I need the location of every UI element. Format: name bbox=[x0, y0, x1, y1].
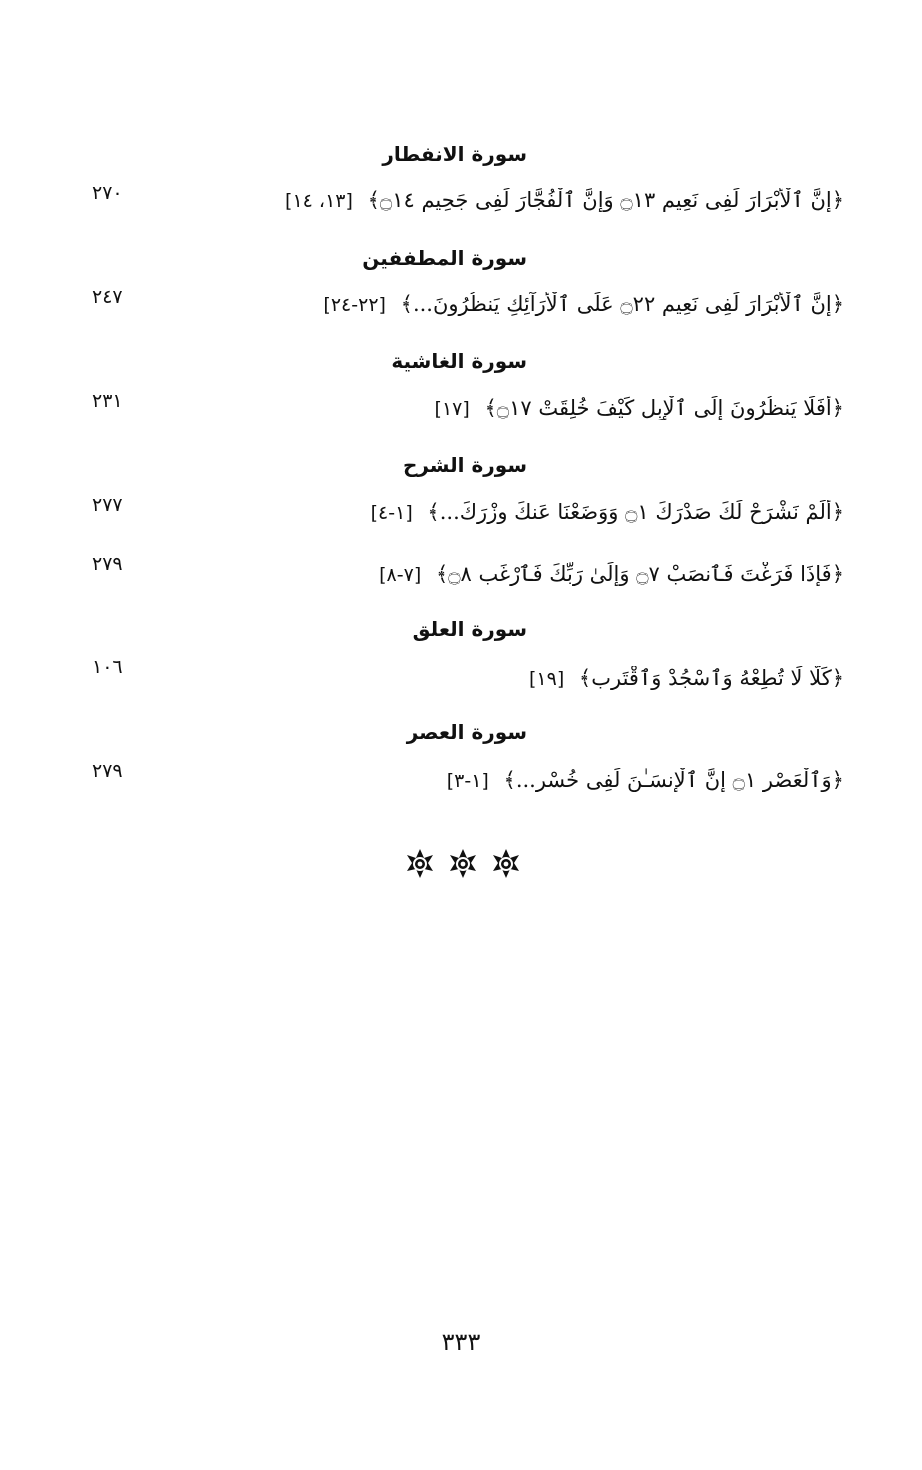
verse-line bbox=[529, 666, 844, 690]
section-heading-mutaffifin: سورة المطففين bbox=[362, 246, 527, 270]
page-reference: ٢٧٩ bbox=[92, 760, 123, 782]
verse-text: ﴿وَٱلْعَصْرِ ۝١ إِنَّ ٱلْإِنسَـٰنَ لَفِى خُسْرٍ...﴾ bbox=[503, 768, 844, 792]
verse-reference: [١٣، ١٤] bbox=[285, 190, 353, 212]
verse-line bbox=[379, 562, 844, 586]
verse-reference: [٧-٨] bbox=[379, 564, 422, 586]
verse-text: ﴿كَلَّا لَا تُطِعْهُ وَٱسْجُدْ وَٱقْتَرِب﴾ bbox=[578, 666, 844, 690]
section-heading-ghashiya: سورة الغاشية bbox=[391, 349, 527, 373]
page-reference: ٢٤٧ bbox=[92, 286, 123, 308]
verse-text: ﴿فَإِذَا فَرَغْتَ فَٱنصَبْ ۝٧ وَإِلَىٰ رَبِّكَ فَٱرْغَب ۝٨﴾ bbox=[435, 562, 844, 586]
eight-point-star-ornament-icon bbox=[450, 849, 476, 878]
page-reference: ١٠٦ bbox=[92, 656, 123, 678]
section-heading-asr: سورة العصر bbox=[406, 720, 527, 744]
verse-line bbox=[447, 768, 844, 792]
section-heading-infitar: سورة الانفطار bbox=[382, 142, 527, 166]
verse-text: ﴿أَفَلَا يَنظُرُونَ إِلَى ٱلْإِبِلِ كَيْفَ خُلِقَتْ ۝١٧﴾ bbox=[484, 396, 844, 420]
verse-text: ﴿إِنَّ ٱلْأَبْرَارَ لَفِى نَعِيمٍ ۝٢٢ عَلَى ٱلْأَرَآئِكِ يَنظُرُونَ...﴾ bbox=[400, 292, 844, 316]
verse-reference: [١-٣] bbox=[446, 770, 489, 792]
verse-line bbox=[323, 292, 844, 316]
page-number: ٣٣٣ bbox=[441, 1328, 481, 1356]
verse-line bbox=[285, 188, 844, 212]
verse-reference: [١-٤] bbox=[370, 502, 413, 524]
page-reference: ٢٧٠ bbox=[92, 182, 123, 204]
verse-line bbox=[435, 396, 844, 420]
verse-text: ﴿إِنَّ ٱلْأَبْرَارَ لَفِى نَعِيمٍ ۝١٣ وَإِنَّ ٱلْفُجَّارَ لَفِى جَحِيمٍ ۝١٤﴾ bbox=[367, 188, 844, 212]
page-reference: ٢٧٧ bbox=[92, 494, 123, 516]
page-reference: ٢٧٩ bbox=[92, 553, 123, 575]
page-reference: ٢٣١ bbox=[92, 390, 123, 412]
section-heading-alaq: سورة العلق bbox=[412, 617, 527, 641]
eight-point-star-ornament-icon bbox=[407, 849, 433, 878]
eight-point-star-ornament-icon bbox=[493, 849, 519, 878]
verse-line bbox=[371, 500, 844, 524]
verse-reference: [١٩] bbox=[528, 668, 565, 690]
verse-reference: [١٧] bbox=[434, 398, 470, 420]
verse-text: ﴿أَلَمْ نَشْرَحْ لَكَ صَدْرَكَ ۝١ وَوَضَعْنَا عَنكَ وِزْرَكَ...﴾ bbox=[427, 500, 844, 524]
section-heading-sharh: سورة الشرح bbox=[402, 453, 527, 477]
ornament-separator bbox=[398, 846, 528, 886]
verse-reference: [٢٢-٢٤] bbox=[323, 294, 386, 316]
